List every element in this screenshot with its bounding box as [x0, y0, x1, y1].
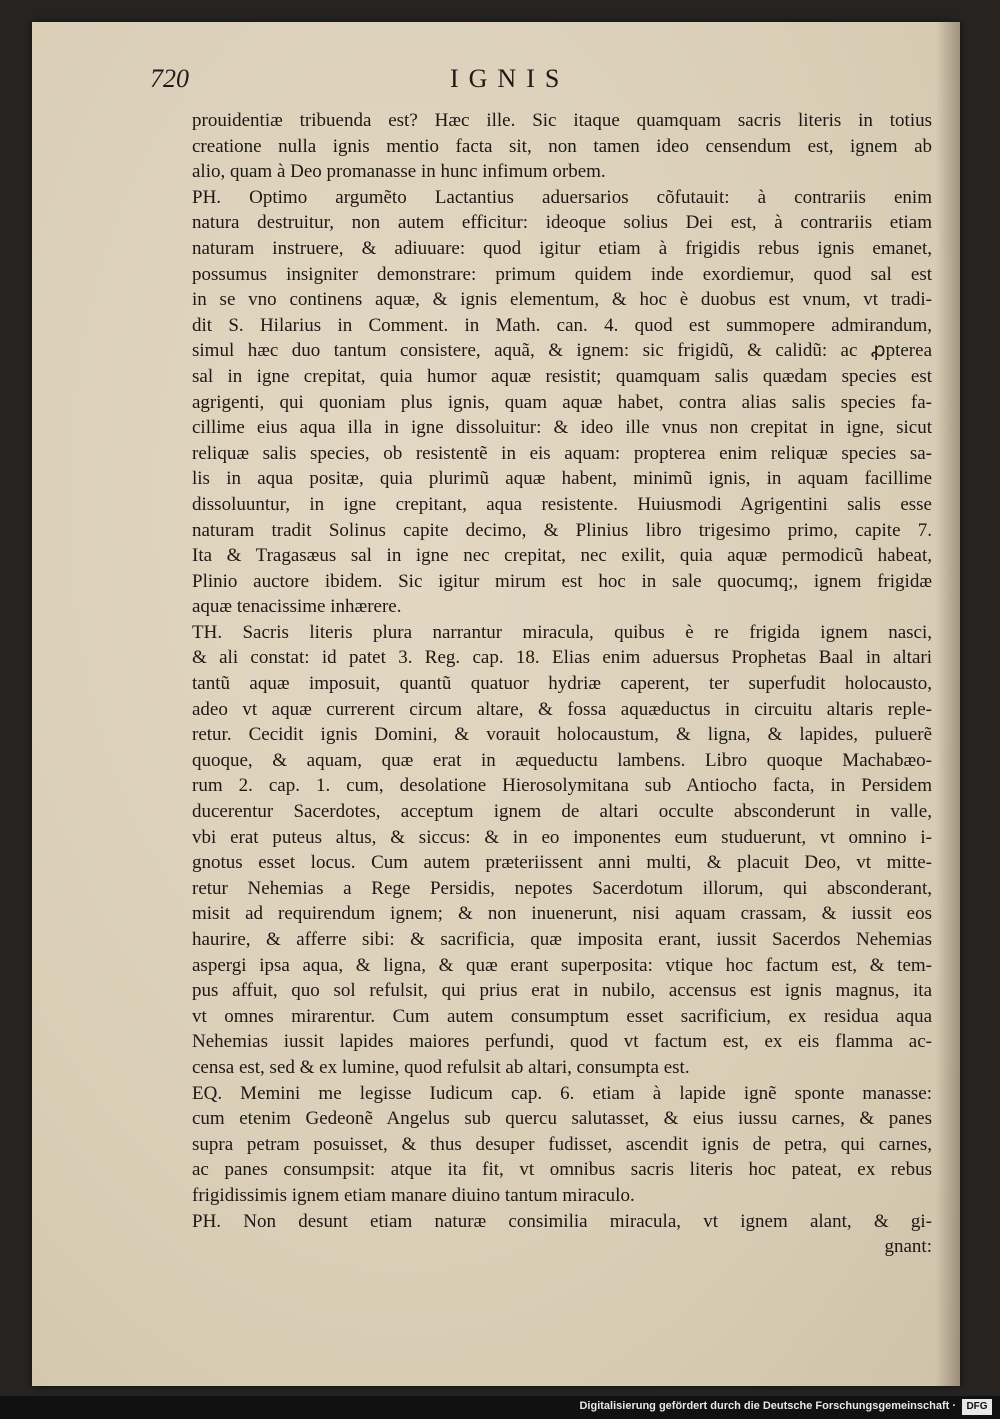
text-line: retur Nehemias a Rege Persidis, nepotes Sacerdotum illorum, qui absconderant, — [192, 877, 932, 899]
text-line: tantũ aquæ imposuit, quantũ quatuor hydriæ caperent, ter superfudit holocausto, — [192, 673, 932, 695]
body-text — [192, 108, 932, 1260]
text-line: lis in aqua positæ, quia plurimũ aquæ habent, minimũ ignis, in aquam facillime — [192, 468, 932, 490]
text-line: cum etenim Gedeonẽ Angelus sub quercu salutasset, & eius iussu carnes, & panes — [192, 1108, 932, 1130]
text-line: in se vno continens aquæ, & ignis elementum, & hoc è duobus est vnum, vt tradi- — [192, 289, 932, 311]
text-line: retur. Cecidit ignis Domini, & vorauit holocaustum, & ligna, & lapides, puluerẽ — [192, 724, 932, 746]
text-line: censa est, sed & ex lumine, quod refulsit ab altari, consumpta est. — [192, 1056, 690, 1078]
text-line: ducerentur Sacerdotes, acceptum ignem de altari occulte absconderunt in valle, — [192, 801, 932, 823]
text-line: adeo vt aquæ currerent circum altare, & fossa aquæductus in circuitu altaris reple- — [192, 698, 932, 720]
text-line: aspergi ipsa aqua, & ligna, & quæ erant superposita: vtique hoc factum est, & tem- — [192, 954, 932, 976]
text-line: Plinio auctore ibidem. Sic igitur mirum est hoc in sale quocumq;, ignem frigidæ — [192, 570, 932, 592]
text-line: agrigenti, qui quoniam plus ignis, quam aquæ habet, contra alias salis species fa- — [192, 391, 932, 413]
text-line: misit ad requirendum ignem; & non inuenerunt, nisi aquam crassam, & iussit eos — [192, 903, 932, 925]
text-line: ac panes consumpsit: atque ita fit, vt omnibus sacris literis hoc pateat, ex rebus — [192, 1159, 932, 1181]
text-line-catchword: gnant: — [884, 1236, 932, 1258]
text-line: frigidissimis ignem etiam manare diuino tantum miraculo. — [192, 1184, 635, 1206]
text-line: cillime eius aqua illa in igne dissoluitur: & ideo ille vnus non crepitat in igne, sicut — [192, 417, 932, 439]
text-line: creatione nulla ignis mentio facta sit, non tamen ideo censendum est, ignem ab — [192, 135, 932, 157]
text-line: pus affuit, quo sol refulsit, qui prius erat in nubilo, accensus est ignis magnus, ita — [192, 980, 932, 1002]
text-line: dissoluuntur, in igne crepitant, aqua resistente. Huiusmodi Agrigentini salis esse — [192, 493, 932, 515]
text-line: haurire, & afferre sibi: & sacrificia, quæ imposita erant, iussit Sacerdos Nehemias — [192, 929, 932, 950]
text-line-speaker-eq: EQ. Memini me legisse Iudicum cap. 6. etiam à lapide ignẽ sponte manasse: — [192, 1082, 932, 1104]
text-line: natura destruitur, non autem efficitur: ideoque solius Dei est, à contrariis etiam — [192, 212, 932, 234]
page-number: 720 — [150, 64, 189, 93]
text-line: possumus insigniter demonstrare: primum quidem inde exordiemur, quod sal est — [192, 263, 932, 285]
text-line: simul hæc duo tantum consistere, aquã, & ignem: sic frigidũ, & calidũ: ac ꝓpterea — [192, 340, 932, 362]
text-line: vbi erat puteus altus, & siccus: & in eo imponentes eum studuerunt, vt omnino i- — [192, 826, 932, 848]
text-line-speaker-th: TH. Sacris literis plura narrantur miracula, quibus è re frigida ignem nasci, — [192, 621, 932, 643]
text-line: alio, quam à Deo promanasse in hunc infimum orbem. — [192, 161, 606, 183]
funding-credit: Digitalisierung gefördert durch die Deutsche Forschungsgemeinschaft · — [579, 1400, 956, 1412]
text-line: quoque, & aquam, quæ erat in æqueductu lambens. Libro quoque Machabæo- — [192, 749, 932, 771]
text-line: rum 2. cap. 1. cum, desolatione Hierosolymitana sub Antiocho facta, in Persidem — [192, 775, 932, 797]
text-line: reliquæ salis species, ob resistentẽ in eis aquam: propterea enim reliquæ species sa- — [192, 442, 932, 464]
text-line: Ita & Tragasæus sal in igne nec crepitat, nec exilit, quia aquæ permodicũ habeat, — [192, 545, 932, 567]
text-line: gnotus esset locus. Cum autem præteriissent anni multi, & placuit Deo, vt mitte- — [192, 852, 932, 874]
text-line: vt omnes mirarentur. Cum autem consumptum esset sacrificium, ex residua aqua — [192, 1005, 932, 1027]
text-line: Nehemias iussit lapides maiores perfundi, quod vt factum est, ex eis flamma ac- — [192, 1031, 932, 1053]
text-line: aquæ tenacissime inhærere. — [192, 596, 402, 618]
text-line-speaker-ph: PH. Non desunt etiam naturæ consimilia miracula, vt ignem alant, & gi- — [192, 1210, 932, 1232]
text-line: supra petram posuisset, & thus desuper fudisset, ascendit ignis de petra, qui carnes, — [192, 1133, 932, 1155]
text-line: naturam tradit Solinus capite decimo, & Plinius libro trigesimo primo, capite 7. — [192, 519, 932, 541]
text-line: sal in igne crepitat, quia humor aquæ resistit; quamquam salis quædam species est — [192, 365, 932, 387]
text-line-speaker-ph: PH. Optimo argumẽto Lactantius aduersarios cõfutauit: à contrariis enim — [192, 186, 932, 208]
text-line: & ali constat: id patet 3. Reg. cap. 18. Elias enim aduersus Prophetas Baal in altari — [192, 647, 932, 669]
running-head: IGNIS — [450, 64, 570, 93]
text-line: prouidentiæ tribuenda est? Hæc ille. Sic itaque quamquam sacris literis in totius — [192, 110, 932, 131]
page-gutter-shadow — [936, 22, 960, 1386]
page-header — [150, 64, 930, 104]
dfg-logo-icon: DFG — [962, 1399, 992, 1415]
text-line: dit S. Hilarius in Comment. in Math. can. 4. quod est summopere admirandum, — [192, 314, 932, 336]
text-line: naturam instruere, & adiuuare: quod igitur etiam à frigidis rebus ignis emanet, — [192, 237, 932, 259]
footer-bar — [0, 1396, 1000, 1419]
